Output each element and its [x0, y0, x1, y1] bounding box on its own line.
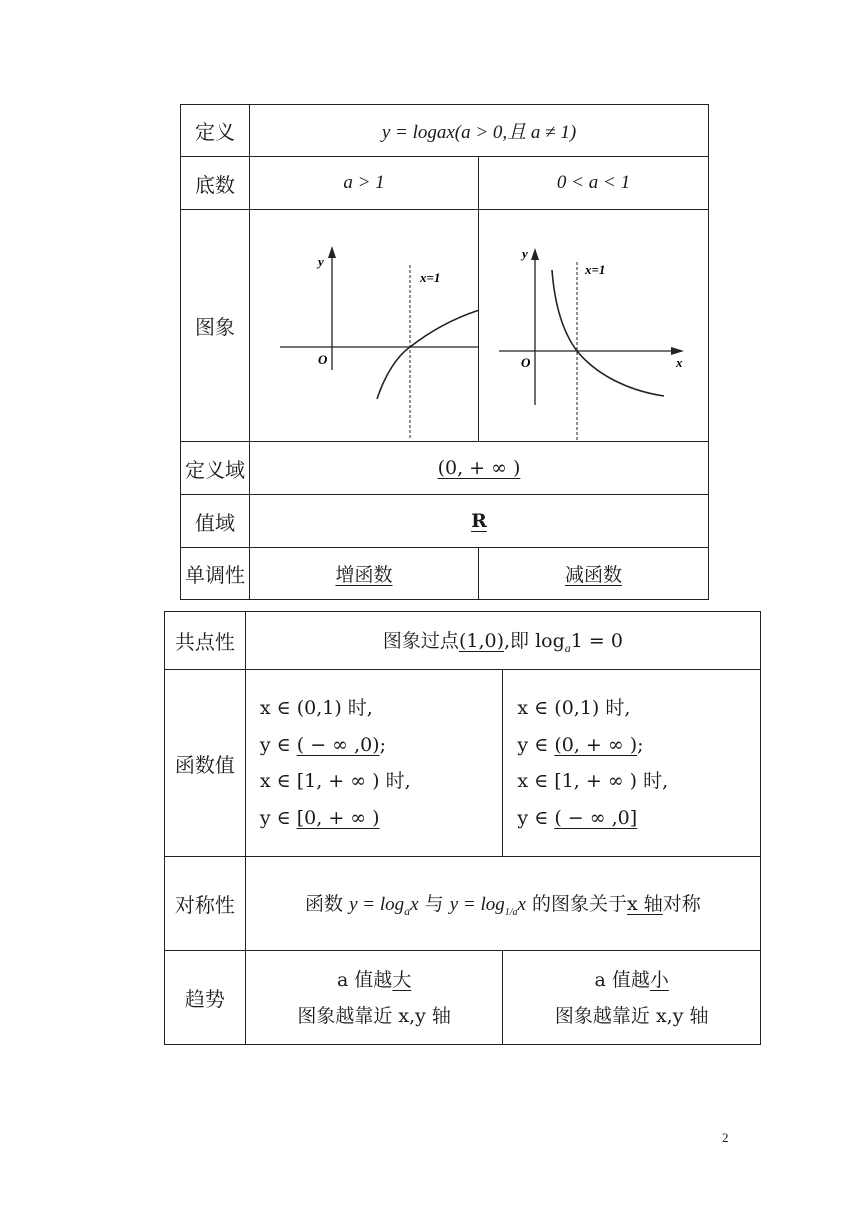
sym-f2-x: x: [517, 893, 526, 915]
x1-label: x=1: [420, 270, 441, 285]
fv2-line1: x ∈ (0,1) 时,: [517, 697, 631, 719]
mono-case2: [479, 548, 709, 600]
trend2-pre: a 值越: [594, 968, 650, 991]
trend2-line2: 图象越靠近 x,y 轴: [554, 1004, 709, 1027]
trend1-key: 大: [392, 968, 412, 991]
base-case2: 0 < a < 1: [479, 157, 709, 210]
label-monotonicity: 单调性: [181, 548, 250, 600]
label-domain: 定义域: [181, 442, 250, 495]
fv1-line2-val: ( − ∞ ,0): [296, 733, 380, 756]
fv1-line4-val: [0, + ∞ ): [296, 806, 380, 829]
trend1-pre: a 值越: [336, 968, 393, 991]
sym-f2: y = log: [449, 893, 505, 915]
row-symmetry: [165, 857, 761, 951]
sym-prefix: 函数: [305, 892, 344, 915]
label-base: 底数: [181, 157, 250, 210]
y-label: y: [522, 246, 528, 261]
range-cell: [250, 495, 709, 548]
symmetry-cell: [245, 857, 760, 951]
trend1-line1: [246, 962, 503, 998]
row-range: [181, 495, 709, 548]
sym-axis: x 轴: [627, 892, 663, 915]
definition-formula: [250, 105, 709, 157]
log-curve: [377, 301, 478, 399]
base-case1: a > 1: [250, 157, 479, 210]
domain-value: (0, + ∞ ): [437, 457, 521, 479]
y-axis-arrow: [328, 246, 336, 258]
log-function-table-part1: [180, 104, 709, 600]
trend-case2: [503, 951, 761, 1045]
trend2-key: 小: [649, 968, 669, 991]
fv1-line4-pre: y ∈: [259, 806, 297, 829]
trend1-line2: 图象越靠近 x,y 轴: [297, 1004, 451, 1027]
x-label: x: [676, 355, 683, 370]
fv2-line3: x ∈ [1, + ∞ ) 时,: [517, 770, 669, 792]
common-point-prefix: 图象过点: [382, 629, 459, 652]
origin-label: O: [318, 352, 328, 367]
y-label: y: [318, 254, 324, 269]
row-common-point: [165, 612, 761, 670]
fv2-line2-pre: y ∈: [517, 733, 555, 756]
label-symmetry: 对称性: [165, 857, 246, 951]
sym-f1: y = log: [349, 893, 405, 915]
sym-end: 对称: [662, 892, 701, 915]
common-point-suffix: 1 = 0: [570, 629, 623, 652]
graph-increasing: [250, 210, 479, 442]
row-base: [181, 157, 709, 210]
label-definition: 定义: [181, 105, 250, 157]
fv1-line2-pre: y ∈: [259, 733, 297, 756]
sym-text: 的图象关于: [532, 892, 628, 915]
trend-case1: [245, 951, 503, 1045]
common-point-sub: a: [564, 640, 571, 655]
trend2-line1: [503, 962, 760, 998]
page-number: 2: [722, 1130, 729, 1145]
label-trend: 趋势: [165, 951, 246, 1045]
row-trend: [165, 951, 761, 1045]
sym-f2-sub-num: 1: [504, 906, 510, 918]
y-axis-arrow: [531, 248, 539, 260]
common-point-value: (1,0): [458, 629, 504, 652]
fv2-line4: [517, 800, 760, 837]
fv2-line2-val: (0, + ∞ ): [554, 733, 638, 756]
fv1-line2-post: ;: [379, 733, 386, 756]
increasing-log-graph: [250, 210, 478, 441]
label-graph: 图象: [181, 210, 250, 442]
range-value: R: [471, 510, 487, 532]
log-function-table-part2: [164, 611, 761, 1045]
label-range: 值域: [181, 495, 250, 548]
fv2-line2-post: ;: [637, 733, 644, 756]
fv1-line1: x ∈ (0,1) 时,: [259, 697, 373, 719]
mono-case1: [250, 548, 479, 600]
mono-case1-text: 增函数: [335, 564, 393, 586]
function-values-case1: [245, 670, 503, 857]
origin-label: O: [521, 355, 531, 370]
domain-cell: [250, 442, 709, 495]
sym-f2-sub-den: a: [512, 906, 518, 918]
fv1-line2: [260, 727, 503, 764]
function-values-case2: [503, 670, 761, 857]
common-point-cell: [245, 612, 760, 670]
fv1-line3: x ∈ [1, + ∞ ) 时,: [259, 770, 411, 792]
row-domain: [181, 442, 709, 495]
row-function-values: [165, 670, 761, 857]
sym-f2-sub: 1/a: [504, 906, 518, 918]
x1-label: x=1: [585, 262, 606, 277]
row-definition: [181, 105, 709, 157]
row-graph: [181, 210, 709, 442]
label-function-values: 函数值: [165, 670, 246, 857]
graph-decreasing: [479, 210, 709, 442]
log-curve: [552, 270, 664, 396]
sym-f1-x: x: [410, 893, 419, 915]
fv2-line2: [517, 727, 760, 764]
label-common-point: 共点性: [165, 612, 246, 670]
row-monotonicity: [181, 548, 709, 600]
mono-case2-text: 减函数: [564, 564, 622, 586]
x-axis-arrow: [671, 347, 684, 355]
sym-f1-sub: a: [404, 903, 411, 918]
sym-mid: 与: [424, 892, 444, 915]
fv2-line4-val: ( − ∞ ,0]: [554, 806, 638, 829]
definition-formula-text: y = logax(a > 0,且 a ≠ 1): [381, 122, 577, 143]
fv2-line4-pre: y ∈: [517, 806, 555, 829]
common-point-mid: ,即 log: [503, 629, 565, 652]
decreasing-log-graph: [479, 210, 708, 441]
fv1-line4: [260, 800, 503, 837]
